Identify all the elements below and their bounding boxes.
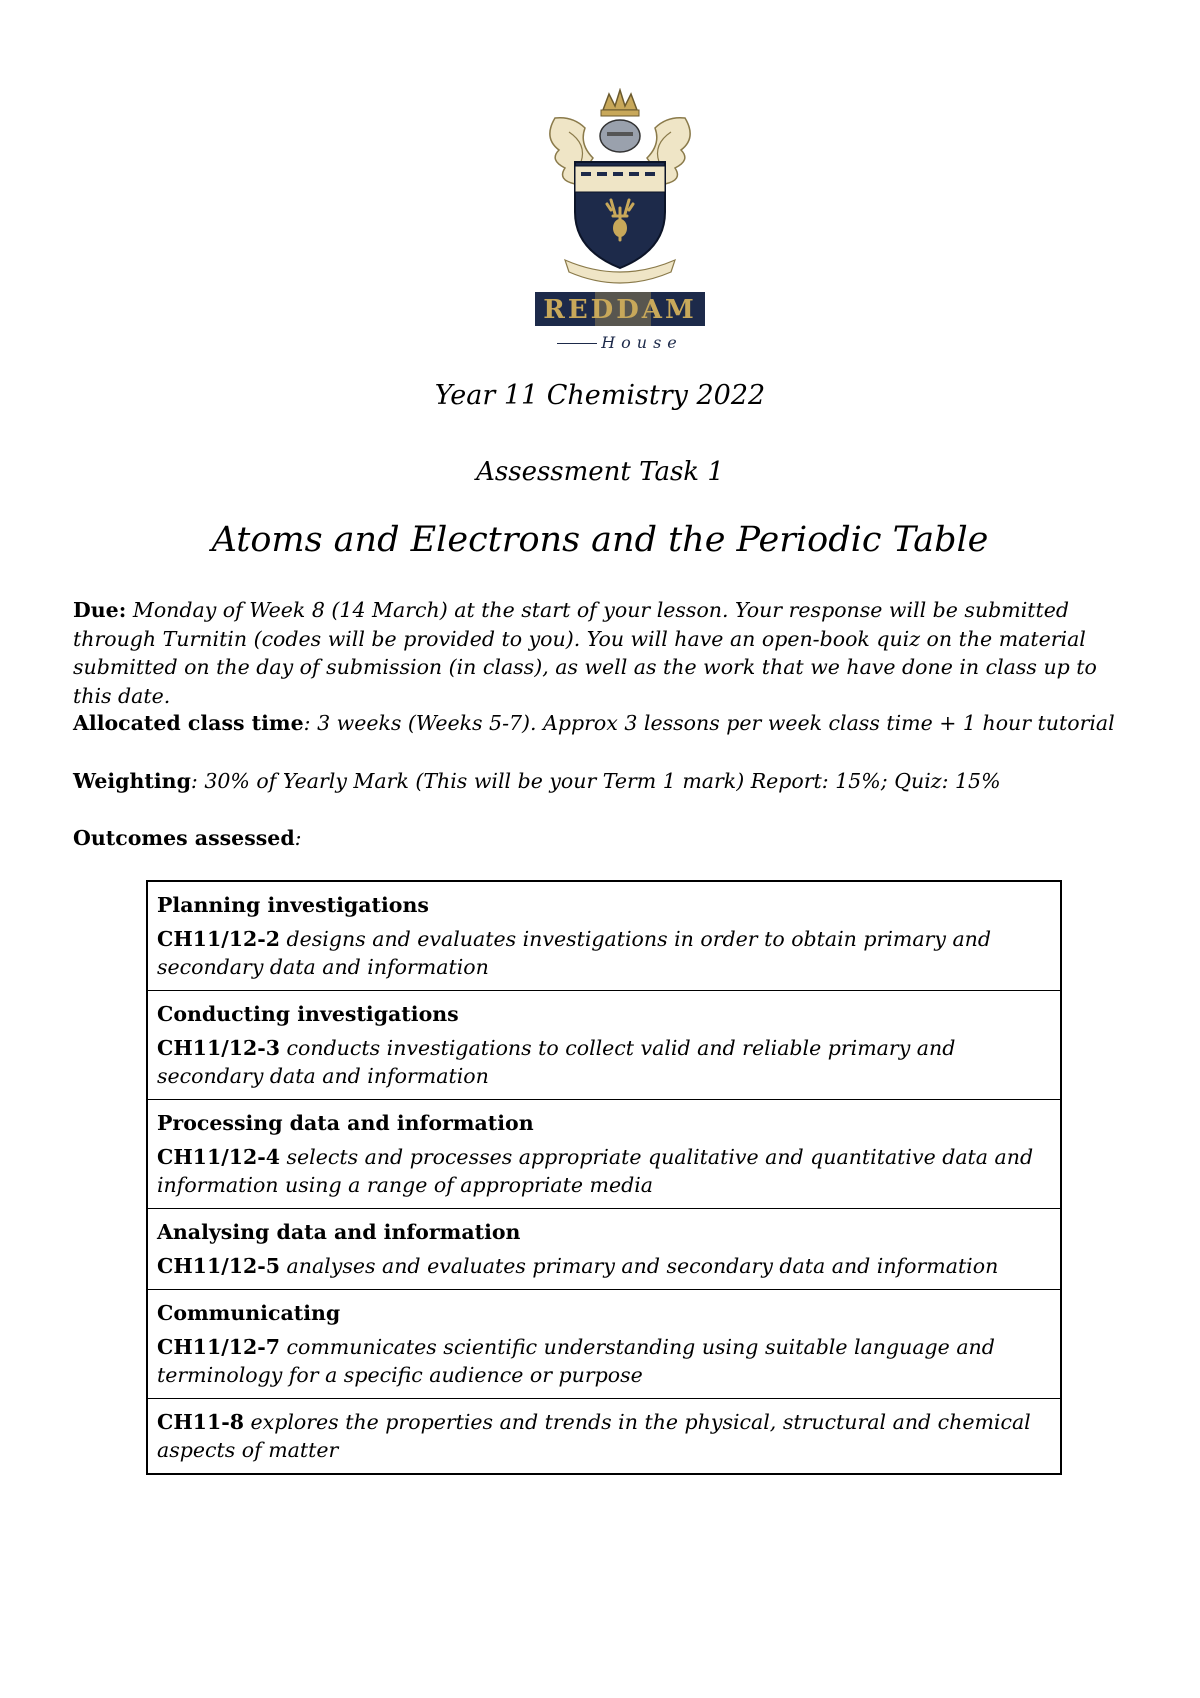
outcome-category: Processing data and information	[157, 1111, 534, 1135]
table-row	[147, 991, 1061, 1100]
table-row	[147, 881, 1061, 991]
task-heading: Assessment Task 1	[476, 457, 724, 487]
logo-subtitle-text: House	[601, 333, 683, 352]
outcome-description: analyses and evaluates primary and secondary data and information	[286, 1254, 999, 1278]
weighting-text: : 30% of Yearly Mark (This will be your Term 1 mark) Report: 15%; Quiz: 15%	[190, 769, 1001, 793]
logo-rule	[557, 343, 597, 344]
year-course-heading: Year 11 Chemistry 2022	[434, 380, 766, 411]
table-row	[147, 1399, 1061, 1475]
outcome-code: CH11/12-7	[157, 1335, 280, 1359]
table-row	[147, 1290, 1061, 1399]
table-row	[147, 1100, 1061, 1209]
outcome-description: explores the properties and trends in the physical, structural and chemical aspects of matter	[157, 1410, 1031, 1462]
weighting-paragraph	[73, 767, 1133, 796]
outcomes-colon: :	[294, 826, 302, 850]
table-cell	[147, 991, 1061, 1100]
table-cell	[147, 1290, 1061, 1399]
outcome-code: CH11/12-5	[157, 1254, 280, 1278]
allocated-time-paragraph	[73, 709, 1133, 738]
allocated-text: : 3 weeks (Weeks 5-7). Approx 3 lessons per week class time + 1 hour tutorial	[303, 711, 1115, 735]
due-paragraph	[73, 596, 1133, 710]
table-cell	[147, 881, 1061, 991]
outcome-code: CH11/12-4	[157, 1145, 280, 1169]
table-cell	[147, 1399, 1061, 1475]
table-row	[147, 1209, 1061, 1290]
school-logo	[535, 88, 705, 328]
outcome-description: designs and evaluates investigations in order to obtain primary and secondary data and information	[157, 927, 991, 979]
outcome-description: selects and processes appropriate qualitative and quantitative data and information using a range of appropriate media	[157, 1145, 1034, 1197]
outcomes-heading	[73, 824, 1133, 853]
outcome-description: conducts investigations to collect valid and reliable primary and secondary data and information	[157, 1036, 956, 1088]
logo-subtitle	[535, 333, 705, 352]
table-cell	[147, 1209, 1061, 1290]
allocated-label: Allocated class time	[73, 711, 304, 735]
due-text: Monday of Week 8 (14 March) at the start of your lesson. Your response will be submitted through Turnitin (codes will be provided to you). You will have an open-book quiz on the material submitted on the day of submission (in class), as well as the work that we have done in class up to this date.	[73, 598, 1097, 708]
outcome-category: Conducting investigations	[157, 1002, 459, 1026]
weighting-label: Weighting	[73, 769, 191, 793]
outcomes-label: Outcomes assessed	[73, 826, 295, 850]
outcome-code: CH11-8	[157, 1410, 244, 1434]
outcome-description: communicates scientific understanding using suitable language and terminology for a specific audience or purpose	[157, 1335, 995, 1387]
outcome-code: CH11/12-2	[157, 927, 280, 951]
outcome-category: Analysing data and information	[157, 1220, 521, 1244]
table-cell	[147, 1100, 1061, 1209]
outcome-code: CH11/12-3	[157, 1036, 280, 1060]
due-label: Due:	[73, 598, 127, 622]
outcome-category: Planning investigations	[157, 893, 429, 917]
crest-icon	[535, 88, 705, 328]
outcomes-table	[146, 880, 1062, 1475]
outcome-category: Communicating	[157, 1301, 341, 1325]
logo-wordmark: REDDAM	[543, 295, 697, 325]
page-title: Atoms and Electrons and the Periodic Table	[211, 520, 989, 560]
